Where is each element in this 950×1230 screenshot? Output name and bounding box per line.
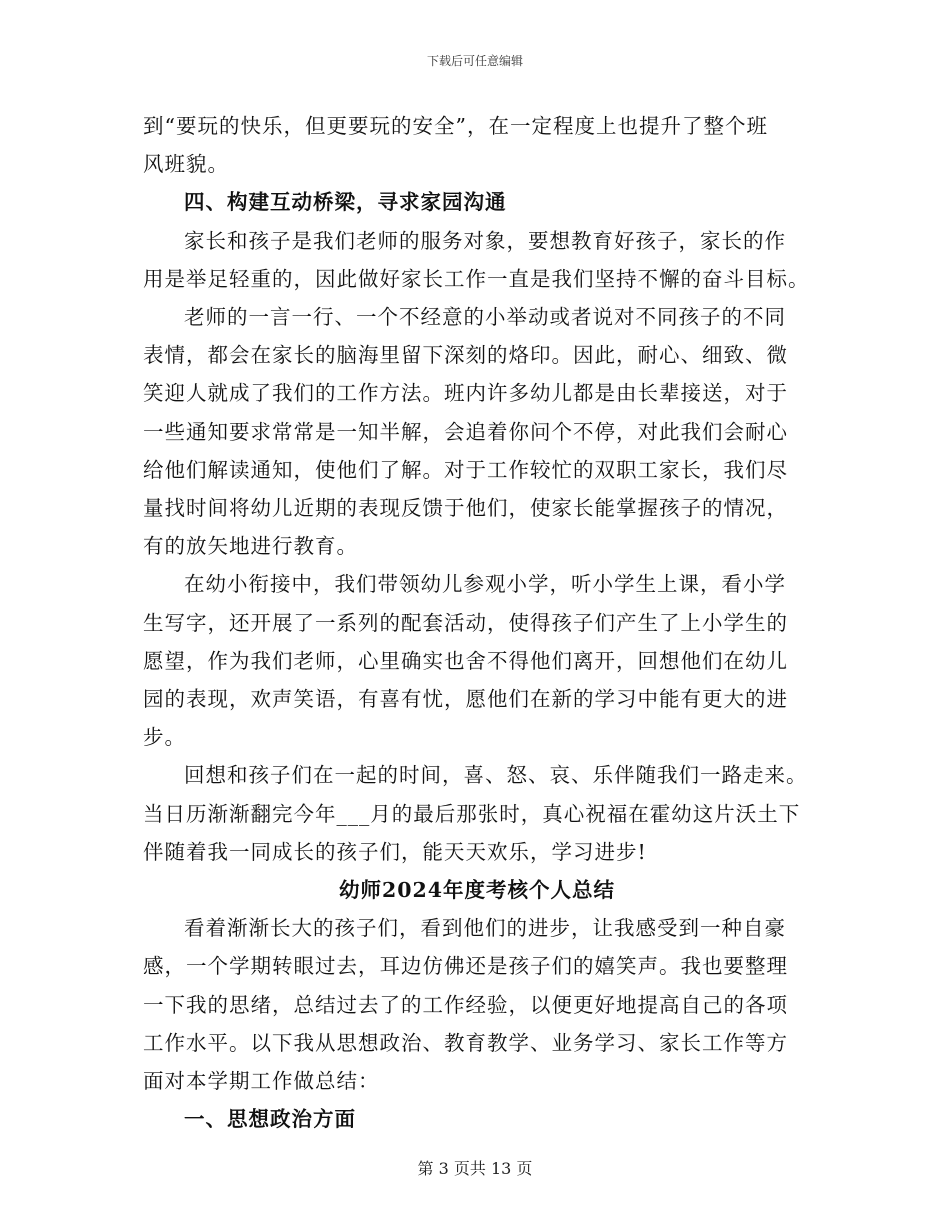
paragraph-1 bbox=[143, 107, 811, 183]
paragraph-6 bbox=[143, 909, 811, 1100]
paragraph-5 bbox=[143, 756, 811, 871]
paragraph-3-line-6: 量找时间将幼儿近期的表现反馈于他们，使家长能掌握孩子的情况， bbox=[143, 496, 788, 521]
paragraph-2-line-1: 家长和孩子是我们老师的服务对象，要想教育好孩子，家长的作 bbox=[184, 228, 786, 253]
paragraph-1-line-2: 风班貌。 bbox=[143, 152, 229, 177]
paragraph-2 bbox=[143, 222, 811, 298]
paragraph-3-line-7: 有的放矢地进行教育。 bbox=[143, 534, 358, 559]
paragraph-6-line-1: 看着渐渐长大的孩子们，看到他们的进步，让我感受到一种自豪 bbox=[184, 916, 786, 941]
paragraph-3-line-5: 给他们解读通知，使他们了解。对于工作较忙的双职工家长，我们尽 bbox=[143, 457, 788, 482]
paragraph-4-line-3: 愿望，作为我们老师，心里确实也舍不得他们离开，回想他们在幼儿 bbox=[143, 648, 788, 673]
paragraph-4-line-4: 园的表现，欢声笑语，有喜有忧，愿他们在新的学习中能有更大的进 bbox=[143, 687, 788, 712]
section-heading-1 bbox=[143, 1100, 811, 1138]
paragraph-3-line-3: 笑迎人就成了我们的工作方法。班内许多幼儿都是由长辈接送，对于 bbox=[143, 381, 788, 406]
paragraph-6-line-4: 工作水平。以下我从思想政治、教育教学、业务学习、家长工作等方 bbox=[143, 1030, 788, 1055]
paragraph-4 bbox=[143, 565, 811, 756]
page-footer: 第 3 页共 13 页 bbox=[417, 1159, 533, 1178]
section-heading-4 bbox=[143, 183, 811, 221]
page-header: 下载后可任意编辑 bbox=[426, 54, 523, 68]
paragraph-3-line-2: 表情，都会在家长的脑海里留下深刻的烙印。因此，耐心、细致、微 bbox=[143, 343, 788, 368]
paragraph-6-line-3: 一下我的思绪，总结过去了的工作经验，以便更好地提高自己的各项 bbox=[143, 992, 788, 1017]
paragraph-4-line-5: 步。 bbox=[143, 725, 186, 750]
paragraph-2-line-2: 用是举足轻重的，因此做好家长工作一直是我们坚持不懈的奋斗目标。 bbox=[143, 266, 810, 291]
paragraph-3-line-4: 一些通知要求常常是一知半解，会追着你问个不停，对此我们会耐心 bbox=[143, 419, 788, 444]
paragraph-6-line-5: 面对本学期工作做总结： bbox=[143, 1069, 380, 1094]
document-body bbox=[143, 107, 811, 1138]
paragraph-4-line-1: 在幼小衔接中，我们带领幼儿参观小学，听小学生上课，看小学 bbox=[184, 572, 786, 597]
paragraph-5-line-2: 当日历渐渐翻完今年___月的最后那张时，真心祝福在霍幼这片沃土下 bbox=[143, 801, 801, 826]
paragraph-3 bbox=[143, 298, 811, 565]
paragraph-5-line-3: 伴随着我一同成长的孩子们，能天天欢乐，学习进步! bbox=[143, 839, 647, 864]
paragraph-6-line-2: 感，一个学期转眼过去，耳边仿佛还是孩子们的嬉笑声。我也要整理 bbox=[143, 954, 788, 979]
section-heading-1-text: 一、思想政治方面 bbox=[184, 1107, 356, 1132]
paragraph-1-line-1: 到“要玩的快乐，但更要玩的安全”，在一定程度上也提升了整个班 bbox=[143, 114, 768, 138]
document-title: 幼师2024年度考核个人总结 bbox=[338, 878, 616, 903]
paragraph-5-line-1: 回想和孩子们在一起的时间，喜、怒、哀、乐伴随我们一路走来。 bbox=[184, 763, 808, 788]
section-heading-4-text: 四、构建互动桥梁，寻求家园沟通 bbox=[184, 190, 507, 215]
paragraph-4-line-2: 生写字，还开展了一系列的配套活动，使得孩子们产生了上小学生的 bbox=[143, 610, 788, 635]
paragraph-3-line-1: 老师的一言一行、一个不经意的小举动或者说对不同孩子的不同 bbox=[184, 305, 786, 330]
